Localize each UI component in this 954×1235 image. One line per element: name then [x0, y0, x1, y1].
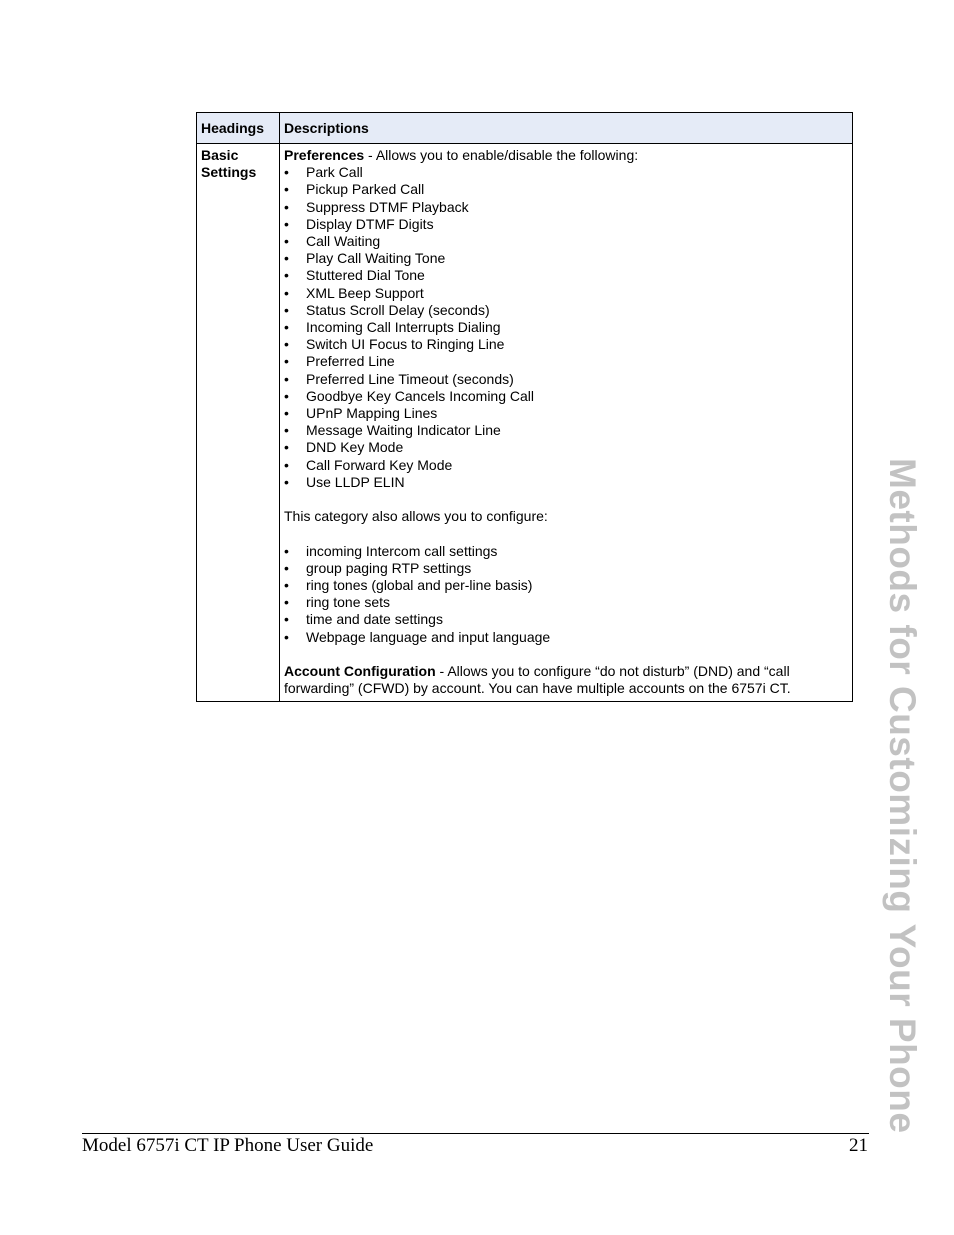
configure-list-item	[284, 611, 848, 628]
preferences-list	[284, 164, 848, 491]
bullet-icon: •	[284, 542, 289, 559]
bullet-icon: •	[284, 422, 289, 439]
preferences-list-item	[284, 199, 848, 216]
preferences-list-item	[284, 216, 848, 233]
preferences-list-item	[284, 422, 848, 439]
list-item-text: Suppress DTMF Playback	[306, 198, 469, 215]
bullet-icon: •	[284, 319, 289, 336]
bullet-icon: •	[284, 611, 289, 628]
preferences-list-item	[284, 164, 848, 181]
list-item-text: Play Call Waiting Tone	[306, 250, 446, 267]
preferences-list-item	[284, 457, 848, 474]
configure-list-item	[284, 594, 848, 611]
footer-guide-title: Model 6757i CT IP Phone User Guide	[82, 1135, 374, 1156]
list-item-text: Goodbye Key Cancels Incoming Call	[306, 387, 535, 404]
bullet-icon: •	[284, 405, 289, 422]
list-item-text: UPnP Mapping Lines	[306, 405, 438, 422]
bullet-icon: •	[284, 370, 289, 387]
row-description	[280, 144, 853, 702]
bullet-icon: •	[284, 473, 289, 490]
configure-list	[284, 543, 848, 646]
bullet-icon: •	[284, 336, 289, 353]
bullet-icon: •	[284, 250, 289, 267]
list-item-text: time and date settings	[306, 611, 443, 628]
list-item-text: ring tone sets	[306, 594, 391, 611]
also-configure-text: This category also allows you to configure:	[284, 508, 548, 525]
list-item-text: Call Forward Key Mode	[306, 456, 453, 473]
list-item-text: Message Waiting Indicator Line	[306, 422, 501, 439]
bullet-icon: •	[284, 628, 289, 645]
header-headings: Headings	[197, 113, 280, 144]
account-configuration-label: Account Configuration	[284, 663, 436, 680]
configure-list-item	[284, 560, 848, 577]
list-item-text: Status Scroll Delay (seconds)	[306, 301, 490, 318]
preferences-list-item	[284, 233, 848, 250]
preferences-list-item	[284, 336, 848, 353]
list-item-text: Park Call	[306, 164, 363, 181]
footer-divider	[82, 1133, 869, 1134]
bullet-icon: •	[284, 577, 289, 594]
list-item-text: Webpage language and input language	[306, 628, 551, 645]
list-item-text: incoming Intercom call settings	[306, 542, 498, 559]
bullet-icon: •	[284, 439, 289, 456]
configure-list-item	[284, 629, 848, 646]
preferences-list-item	[284, 388, 848, 405]
preferences-intro: - Allows you to enable/disable the following:	[364, 147, 639, 163]
preferences-list-item	[284, 474, 848, 491]
preferences-paragraph	[284, 147, 848, 164]
bullet-icon: •	[284, 387, 289, 404]
bullet-icon: •	[284, 559, 289, 576]
bullet-icon: •	[284, 198, 289, 215]
bullet-icon: •	[284, 284, 289, 301]
configure-list-item	[284, 543, 848, 560]
list-item-text: group paging RTP settings	[306, 559, 472, 576]
list-item-text: Pickup Parked Call	[306, 181, 425, 198]
header-descriptions: Descriptions	[280, 113, 853, 144]
bullet-icon: •	[284, 164, 289, 181]
preferences-list-item	[284, 319, 848, 336]
preferences-list-item	[284, 285, 848, 302]
list-item-text: Preferred Line	[306, 353, 395, 370]
bullet-icon: •	[284, 456, 289, 473]
account-configuration-text: - Allows you to configure “do not disturb” (DND) and “call forwarding” (CFWD) by account. You can have multiple accounts on the 6757i CT.	[284, 663, 791, 697]
preferences-list-item	[284, 353, 848, 370]
list-item-text: DND Key Mode	[306, 439, 404, 456]
list-item-text: Preferred Line Timeout (seconds)	[306, 370, 514, 387]
settings-table	[196, 112, 853, 702]
chapter-side-title: Methods for Customizing Your Phone	[882, 458, 923, 1134]
bullet-icon: •	[284, 353, 289, 370]
preferences-list-item	[284, 250, 848, 267]
bullet-icon: •	[284, 215, 289, 232]
preferences-list-item	[284, 439, 848, 456]
preferences-list-item	[284, 181, 848, 198]
bullet-icon: •	[284, 181, 289, 198]
list-item-text: Incoming Call Interrupts Dialing	[306, 319, 501, 336]
footer-page-number: 21	[849, 1135, 868, 1156]
list-item-text: Use LLDP ELIN	[306, 473, 405, 490]
list-item-text: Stuttered Dial Tone	[306, 267, 425, 284]
preferences-list-item	[284, 371, 848, 388]
row-heading-basic-settings: Basic Settings	[197, 144, 280, 702]
bullet-icon: •	[284, 267, 289, 284]
list-item-text: ring tones (global and per-line basis)	[306, 577, 533, 594]
account-configuration-paragraph	[284, 663, 848, 697]
settings-table-container	[196, 112, 852, 702]
table-header-row	[197, 113, 853, 144]
bullet-icon: •	[284, 301, 289, 318]
list-item-text: Display DTMF Digits	[306, 215, 434, 232]
configure-list-item	[284, 577, 848, 594]
bullet-icon: •	[284, 233, 289, 250]
preferences-list-item	[284, 405, 848, 422]
table-row	[197, 144, 853, 702]
list-item-text: Call Waiting	[306, 233, 381, 250]
preferences-label: Preferences	[284, 147, 365, 163]
bullet-icon: •	[284, 594, 289, 611]
preferences-list-item	[284, 302, 848, 319]
list-item-text: XML Beep Support	[306, 284, 424, 301]
preferences-list-item	[284, 267, 848, 284]
list-item-text: Switch UI Focus to Ringing Line	[306, 336, 505, 353]
